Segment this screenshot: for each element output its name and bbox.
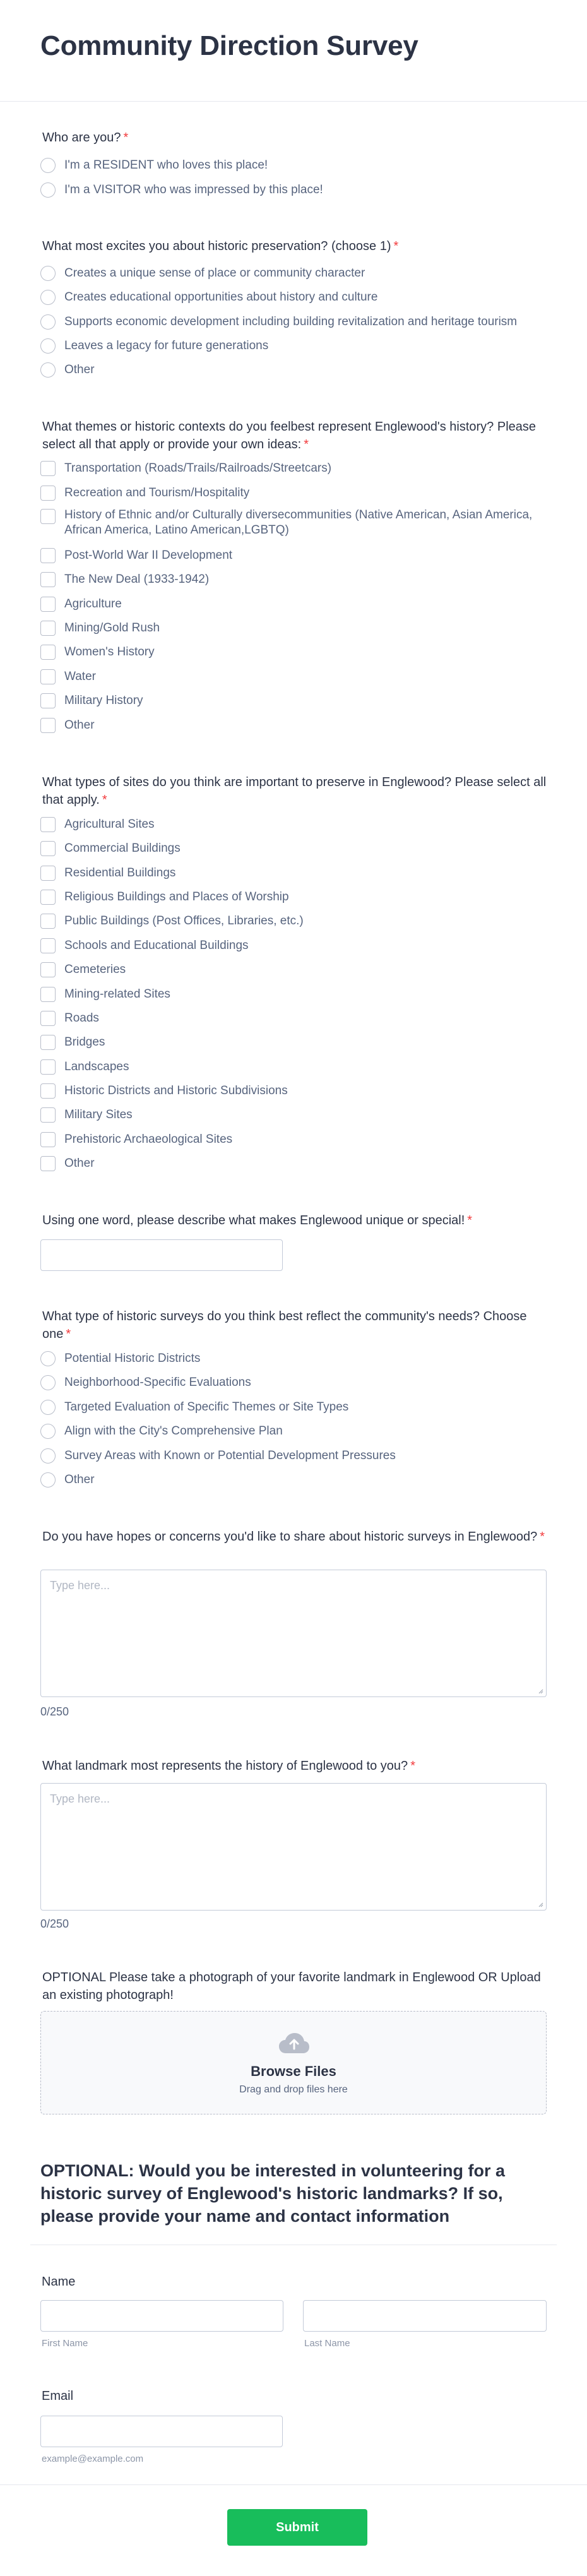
checkbox-option-agricultural-sites[interactable]: Agricultural Sites — [40, 815, 155, 834]
checkbox[interactable] — [40, 914, 56, 929]
character-counter: 0/250 — [40, 1917, 69, 1930]
textarea-placeholder: Type here... — [50, 1579, 110, 1592]
radio-button[interactable] — [40, 182, 56, 198]
browse-files-label[interactable]: Browse Files — [251, 2063, 336, 2079]
radio-button[interactable] — [40, 1351, 56, 1366]
radio-button[interactable] — [40, 314, 56, 330]
radio-option-other[interactable]: Other — [40, 361, 95, 379]
checkbox-option-other[interactable]: Other — [40, 1154, 95, 1173]
checkbox[interactable] — [40, 486, 56, 501]
radio-button[interactable] — [40, 1375, 56, 1390]
page-title: Community Direction Survey — [40, 30, 418, 61]
checkbox[interactable] — [40, 509, 56, 524]
question-themes: What themes or historic contexts do you feelbest represent Englewood's history? Please select all that apply or provide your own ideas: * — [42, 420, 537, 451]
textarea-placeholder: Type here... — [50, 1792, 110, 1805]
radio-option-economic[interactable]: Supports economic development including building revitalization and heritage tourism — [40, 313, 517, 331]
radio-option-targeted[interactable]: Targeted Evaluation of Specific Themes or Site Types — [40, 1398, 348, 1417]
checkbox[interactable] — [40, 1132, 56, 1147]
checkbox-option-public-buildings[interactable]: Public Buildings (Post Offices, Libraries, etc.) — [40, 912, 304, 931]
checkbox[interactable] — [40, 1035, 56, 1050]
form-header — [0, 0, 587, 102]
checkbox[interactable] — [40, 1156, 56, 1171]
email-input[interactable] — [40, 2416, 283, 2447]
checkbox-option-landscapes[interactable]: Landscapes — [40, 1058, 129, 1076]
radio-option-sense-of-place[interactable]: Creates a unique sense of place or community character — [40, 264, 365, 283]
first-name-sublabel: First Name — [42, 2338, 88, 2349]
radio-option-resident[interactable]: I'm a RESIDENT who loves this place! — [40, 156, 268, 175]
radio-button[interactable] — [40, 1472, 56, 1488]
checkbox-option-agriculture[interactable]: Agriculture — [40, 595, 122, 614]
resize-handle-icon[interactable] — [537, 1901, 543, 1907]
checkbox-option-new-deal[interactable]: The New Deal (1933-1942) — [40, 570, 209, 589]
checkbox-option-cemeteries[interactable]: Cemeteries — [40, 960, 126, 979]
radio-button[interactable] — [40, 158, 56, 173]
one-word-input[interactable] — [40, 1239, 283, 1271]
radio-option-visitor[interactable]: I'm a VISITOR who was impressed by this place! — [40, 181, 323, 200]
checkbox[interactable] — [40, 817, 56, 832]
question-site-types: What types of sites do you think are important to preserve in Englewood? Please select all that apply. * — [42, 775, 547, 807]
checkbox[interactable] — [40, 962, 56, 977]
radio-button[interactable] — [40, 266, 56, 281]
radio-button[interactable] — [40, 290, 56, 305]
question-hopes-concerns: Do you have hopes or concerns you'd like to share about historic surveys in Englewood? * — [42, 1530, 545, 1544]
radio-button[interactable] — [40, 338, 56, 354]
checkbox-option-other[interactable]: Other — [40, 716, 95, 735]
first-name-input[interactable] — [40, 2300, 283, 2332]
radio-option-educational[interactable]: Creates educational opportunities about history and culture — [40, 288, 377, 307]
checkbox[interactable] — [40, 597, 56, 612]
question-one-word: Using one word, please describe what makes Englewood unique or special! * — [42, 1213, 473, 1227]
checkbox[interactable] — [40, 1107, 56, 1123]
radio-option-comprehensive-plan[interactable]: Align with the City's Comprehensive Plan — [40, 1422, 283, 1441]
checkbox-option-water[interactable]: Water — [40, 667, 96, 686]
radio-button[interactable] — [40, 362, 56, 378]
checkbox[interactable] — [40, 645, 56, 660]
checkbox-option-historic-districts[interactable]: Historic Districts and Historic Subdivisions — [40, 1082, 288, 1100]
checkbox-option-mining[interactable]: Mining/Gold Rush — [40, 619, 160, 638]
checkbox-option-recreation[interactable]: Recreation and Tourism/Hospitality — [40, 484, 249, 503]
radio-option-historic-districts[interactable]: Potential Historic Districts — [40, 1349, 200, 1368]
email-label: Email — [42, 2389, 74, 2403]
email-sublabel: example@example.com — [42, 2454, 144, 2464]
question-survey-type: What type of historic surveys do you think best reflect the community's needs? Choose one * — [42, 1309, 527, 1341]
drag-drop-hint: Drag and drop files here — [239, 2084, 348, 2095]
checkbox-option-mining-sites[interactable]: Mining-related Sites — [40, 985, 170, 1004]
checkbox-option-commercial[interactable]: Commercial Buildings — [40, 839, 181, 858]
volunteer-section-heading: OPTIONAL: Would you be interested in volunteering for a historic survey of Englewood's historic landmarks? If so, please provide your name and contact information — [40, 2161, 506, 2226]
question-photo-upload: OPTIONAL Please take a photograph of your favorite landmark in Englewood OR Upload an existing photograph! — [42, 1971, 541, 2002]
checkbox-option-roads[interactable]: Roads — [40, 1009, 99, 1028]
checkbox[interactable] — [40, 1011, 56, 1026]
form-footer — [0, 2484, 587, 2576]
radio-button[interactable] — [40, 1448, 56, 1464]
checkbox-option-religious[interactable]: Religious Buildings and Places of Worship — [40, 888, 289, 907]
checkbox[interactable] — [40, 1083, 56, 1099]
checkbox[interactable] — [40, 718, 56, 733]
radio-option-legacy[interactable]: Leaves a legacy for future generations — [40, 337, 268, 355]
checkbox-option-prehistoric[interactable]: Prehistoric Archaeological Sites — [40, 1130, 232, 1149]
checkbox[interactable] — [40, 572, 56, 587]
checkbox-option-residential[interactable]: Residential Buildings — [40, 864, 175, 883]
cloud-upload-icon — [278, 2032, 310, 2054]
checkbox[interactable] — [40, 938, 56, 953]
radio-option-development-pressures[interactable]: Survey Areas with Known or Potential Development Pressures — [40, 1446, 396, 1465]
checkbox[interactable] — [40, 866, 56, 881]
character-counter: 0/250 — [40, 1705, 69, 1718]
name-label: Name — [42, 2275, 76, 2289]
checkbox[interactable] — [40, 621, 56, 636]
checkbox[interactable] — [40, 461, 56, 476]
checkbox-option-military-history[interactable]: Military History — [40, 691, 143, 710]
question-preservation-excites: What most excites you about historic preservation? (choose 1) * — [42, 239, 399, 253]
checkbox[interactable] — [40, 693, 56, 708]
checkbox[interactable] — [40, 548, 56, 563]
question-who-are-you: Who are you? * — [42, 131, 129, 145]
checkbox-option-womens-history[interactable]: Women's History — [40, 643, 155, 662]
checkbox[interactable] — [40, 890, 56, 905]
radio-button[interactable] — [40, 1424, 56, 1439]
checkbox-option-ethnic-history[interactable]: History of Ethnic and/or Culturally diversecommunities (Native American, Asian America, African America, Latino American,LGBTQ) — [40, 508, 544, 543]
radio-option-neighborhood[interactable]: Neighborhood-Specific Evaluations — [40, 1373, 251, 1392]
checkbox[interactable] — [40, 1059, 56, 1075]
checkbox-option-bridges[interactable]: Bridges — [40, 1033, 105, 1052]
radio-button[interactable] — [40, 1400, 56, 1415]
checkbox-option-post-wwii[interactable]: Post-World War II Development — [40, 546, 232, 565]
checkbox-option-transportation[interactable]: Transportation (Roads/Trails/Railroads/Streetcars) — [40, 459, 331, 478]
checkbox-option-military-sites[interactable]: Military Sites — [40, 1106, 133, 1124]
checkbox-option-schools[interactable]: Schools and Educational Buildings — [40, 936, 249, 955]
last-name-sublabel: Last Name — [304, 2338, 350, 2349]
resize-handle-icon[interactable] — [537, 1688, 543, 1694]
last-name-input[interactable] — [303, 2300, 547, 2332]
submit-button[interactable]: Submit — [227, 2509, 367, 2546]
checkbox[interactable] — [40, 669, 56, 684]
file-upload-dropzone[interactable] — [40, 2011, 547, 2114]
question-landmark: What landmark most represents the history of Englewood to you? * — [42, 1759, 415, 1773]
checkbox[interactable] — [40, 987, 56, 1002]
hopes-concerns-textarea[interactable] — [40, 1570, 547, 1697]
checkbox[interactable] — [40, 841, 56, 856]
landmark-textarea[interactable] — [40, 1783, 547, 1911]
radio-option-other[interactable]: Other — [40, 1470, 95, 1489]
